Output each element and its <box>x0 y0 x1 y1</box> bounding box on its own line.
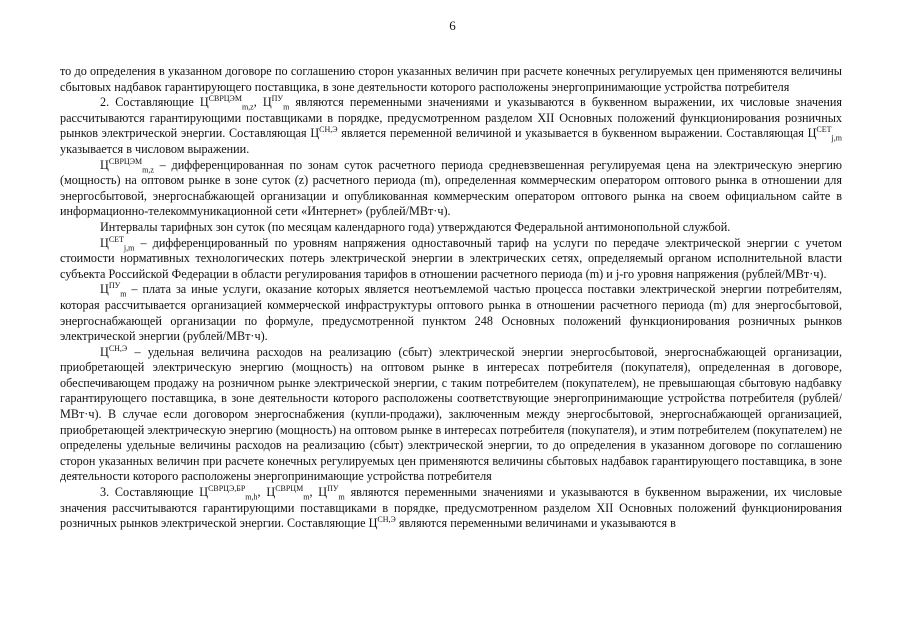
symbol-superscript: СВРЦЭМ <box>108 156 143 166</box>
formula-symbol <box>807 125 842 143</box>
symbol-subscript: m <box>283 102 290 112</box>
symbol-base: Ц <box>807 126 817 141</box>
formula-symbol <box>199 483 258 502</box>
paragraph-continuation <box>60 64 842 95</box>
definition-svrcem <box>60 158 842 220</box>
definition-pu <box>60 282 842 344</box>
definition-set <box>60 236 842 283</box>
symbol-superscript: СН,Э <box>108 343 128 353</box>
text-run: – удельная величина расходов на реализацию (сбыт) электрической энергии энергосбытовой, энергоснабжающей организации, приобретающей электрическую энергию (мощность) на оптовом рынке в интересах потребителя (покупателя), определенная в договоре, обеспечивающем продажу на розничном рынке электрической энергии, с таким потребителем (покупателем), не превышающая сбытовую надбавку гарантирующего поставщика, в зоне деятельности которого расположены соответствующие энергопринимающие устройства потребителя (рублей/МВт·ч). В случае если договором энергоснабжения (купли-продажи), заключенным между энергосбытовой, энергоснабжающей организацией, приобретающей электрическую энергию (мощность) на оптовом рынке в интересах потребителя (покупателя), и этим потребителем (покупателем) не определены удельные величины расходов на реализацию (сбыт) электрической энергии, то до определения в указанном договоре по соглашению сторон указанных величин при расчете конечных регулируемых цен применяются величины сбытовых надбавок гарантирующего поставщика, в зоне деятельности которого расположены энергопринимающие устройства потребителя <box>60 344 842 484</box>
formula-symbol <box>262 94 290 112</box>
text-run: 3. Составляющие <box>100 485 200 500</box>
formula-symbol <box>100 158 154 172</box>
formula-symbol <box>266 483 310 502</box>
symbol-base: Ц <box>318 485 328 500</box>
symbol-superscript: СН,Э <box>319 125 338 135</box>
symbol-subscript: m,h <box>245 492 258 502</box>
symbol-base: Ц <box>310 126 320 141</box>
symbol-subscript: j,m <box>831 133 842 143</box>
definition-sn-e <box>60 345 842 485</box>
symbol-superscript: ПУ <box>271 94 284 104</box>
symbol-subscript: m <box>338 492 345 502</box>
paragraph-item-3 <box>60 485 842 532</box>
symbol-superscript: СВРЦЭМ <box>208 94 242 104</box>
text-run: – дифференцированная по зонам суток расчетного периода средневзвешенная регулируемая цена на электрическую энергию (мощность) на оптовом рынке в зоне суток (z) расчетного периода (m), определенная коммерческим оператором оптового рынка в отношении для энергосбытовой, энергоснабжающей организации и опубликованная коммерческим оператором оптового рынка на своем официальном сайте в информационно-телекоммуникационной сети «Интернет» (рублей/МВт·ч). <box>60 157 842 219</box>
text-run: Интервалы тарифных зон суток (по месяцам календарного года) утверждаются Федеральной антимонопольной службой. <box>100 219 731 234</box>
formula-symbol <box>369 516 396 530</box>
symbol-base: Ц <box>100 282 109 297</box>
formula-symbol <box>100 345 127 359</box>
paragraph-item-2 <box>60 95 842 157</box>
page-number: 6 <box>449 18 456 33</box>
symbol-base: Ц <box>368 516 378 531</box>
symbol-subscript: j,m <box>123 242 135 252</box>
formula-symbol <box>318 483 345 502</box>
text-run: – дифференцированный по уровням напряжения одноставочный тариф на услуги по передаче электрической энергии с учетом стоимости нормативных технологических потерь электрической энергии в электрических сетях, определяемый органом исполнительной власти субъекта Российской Федерации в области регулирования тарифов в отношении расчетного периода (m) и j-го уровня напряжения (рублей/МВт·ч). <box>60 235 842 281</box>
text-run: то до определения в указанном договоре по соглашению сторон указанных величин при расчете конечных регулируемых цен применяются величины сбытовых надбавок гарантирующего поставщика, в зоне деятельности которого расположены энергопринимающие устройства потребителя <box>60 64 842 94</box>
symbol-base: Ц <box>199 485 209 500</box>
text-run: , <box>253 95 263 110</box>
symbol-superscript: ПУ <box>108 281 121 291</box>
symbol-superscript: СЕТ <box>816 125 832 135</box>
symbol-subscript: m,z <box>142 165 154 174</box>
text-run: указывается в числовом выражении. <box>60 141 250 156</box>
symbol-subscript: m <box>303 492 310 502</box>
symbol-subscript: m <box>120 289 127 299</box>
symbol-superscript: ПУ <box>327 483 339 493</box>
text-run: , <box>257 485 267 500</box>
formula-symbol <box>100 281 127 299</box>
text-run: , <box>309 485 319 500</box>
formula-symbol <box>310 126 337 140</box>
symbol-base: Ц <box>100 344 109 359</box>
symbol-subscript: m,z <box>241 102 254 112</box>
text-run: – плата за иные услуги, оказание которых является неотъемлемой частью процесса поставки электрической энергии потребителям, которая рассчитывается организацией коммерческой инфраструктуры оптового рынка в отношении расчетного периода (m) для энергосбытовой, энергоснабжающей организации по формуле, предусмотренной пунктом 248 Основных положений функционирования розничных рынков электрической энергии (рублей/МВт·ч). <box>60 282 842 344</box>
symbol-base: Ц <box>262 95 272 110</box>
formula-symbol <box>100 236 134 250</box>
symbol-base: Ц <box>100 235 109 250</box>
document-body <box>60 64 842 532</box>
text-run: являются переменными значениями и указываются в буквенном выражении, их числовые значения рассчитываются гарантирующими поставщиками в порядке, предусмотренном разделом XII Основных положений функционирования розничных рынков электрической энергии. Составляющие <box>60 485 843 531</box>
symbol-base: Ц <box>199 95 209 110</box>
text-run: 2. Составляющие <box>100 95 200 110</box>
symbol-superscript: СЕТ <box>108 234 124 244</box>
symbol-superscript: СН,Э <box>377 515 396 525</box>
text-run: является переменной величиной и указывается в буквенном выражении. Составляющая <box>337 126 808 141</box>
symbol-base: Ц <box>100 157 109 172</box>
formula-symbol <box>199 94 254 112</box>
symbol-superscript: СВРЦЭ,БР <box>208 483 246 493</box>
paragraph-tariff-intervals <box>60 220 842 236</box>
symbol-base: Ц <box>266 485 276 500</box>
text-run: являются переменными величинами и указываются в <box>395 516 676 531</box>
text-run: являются переменными значениями и указываются в буквенном выражении, их числовые значения рассчитываются гарантирующими поставщиками в порядке, предусмотренном разделом XII Основных положений функционирования розничных рынков электрической энергии. Составляющая <box>60 95 843 141</box>
symbol-superscript: СВРЦМ <box>275 483 304 493</box>
